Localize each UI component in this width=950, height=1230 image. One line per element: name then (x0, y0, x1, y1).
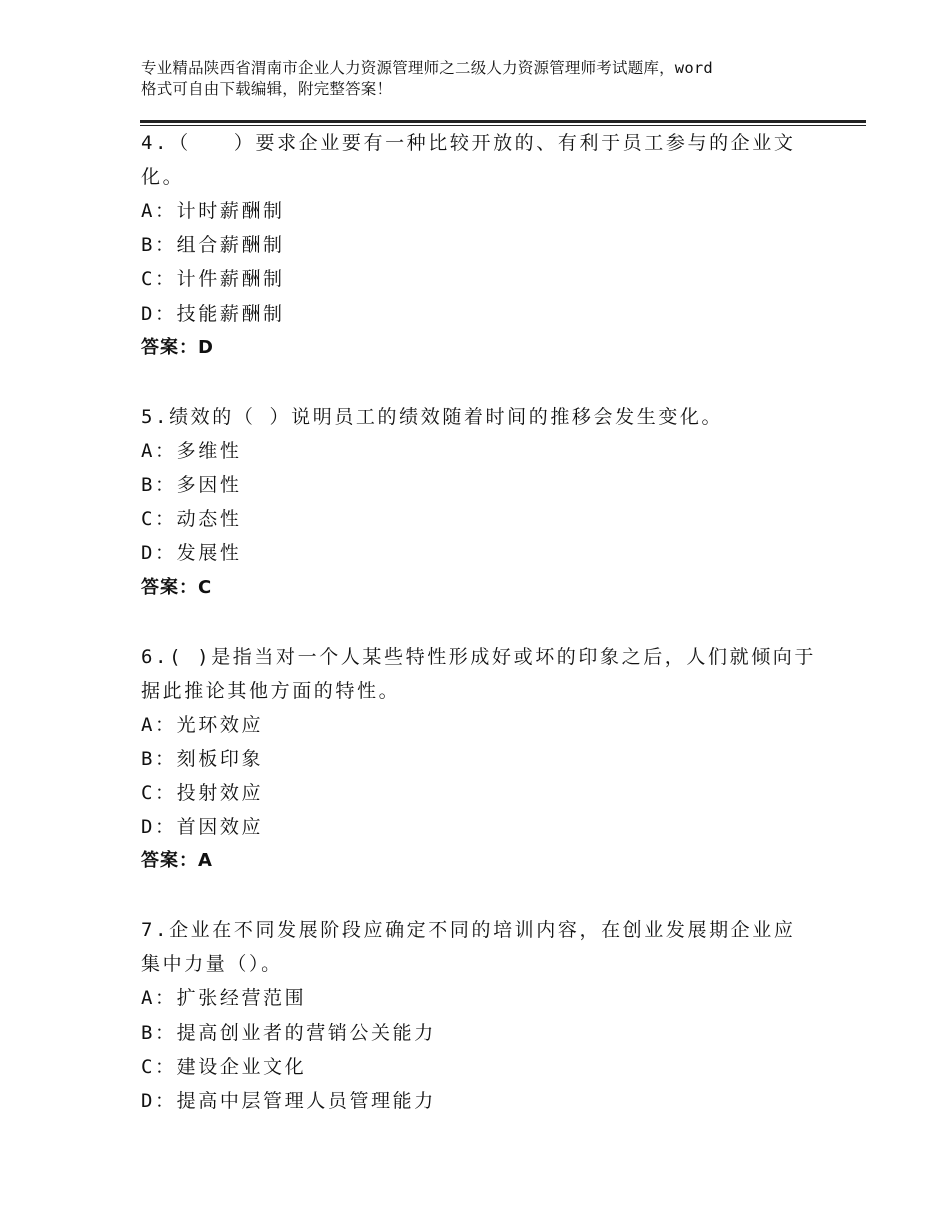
option-d: D：首因效应 (141, 816, 264, 839)
question-stem: 6.( )是指当对一个人某些特性形成好或坏的印象之后，人们就倾向于 (141, 645, 816, 668)
option-b: B：多因性 (141, 474, 242, 497)
option-a: A：多维性 (141, 439, 242, 462)
question-stem: 7.企业在不同发展阶段应确定不同的培训内容，在创业发展期企业应 (141, 919, 796, 942)
option-c: C：计件薪酬制 (141, 268, 285, 291)
option-a: A：计时薪酬制 (141, 200, 285, 222)
question-stem: 4.（ ）要求企业要有一种比较开放的、有利于员工参与的企业文 (141, 132, 796, 154)
option-b: B：提高创业者的营销公关能力 (141, 1021, 436, 1044)
option-c: C：建设企业文化 (141, 1055, 307, 1078)
option-b: B：组合薪酬制 (141, 234, 285, 257)
header-rule-thick (140, 120, 866, 123)
question-6 (141, 640, 821, 879)
option-b: B：刻板印象 (141, 747, 264, 770)
answer-line: 答案：D (141, 336, 214, 358)
option-c: C：投射效应 (141, 782, 264, 805)
option-d: D：提高中层管理人员管理能力 (141, 1090, 436, 1113)
option-c: C：动态性 (141, 508, 242, 531)
option-a: A：扩张经营范围 (141, 987, 307, 1010)
question-stem-cont: 据此推论其他方面的特性。 (141, 679, 401, 702)
document-header (141, 58, 831, 100)
option-d: D：发展性 (141, 542, 242, 565)
option-d: D：技能薪酬制 (141, 302, 285, 325)
question-4 (141, 126, 821, 365)
question-stem-cont: 化。 (141, 166, 185, 188)
question-list (141, 126, 821, 1118)
question-stem-cont: 集中力量（）。 (141, 953, 283, 976)
answer-line: 答案：C (141, 576, 213, 598)
question-7 (141, 913, 821, 1118)
answer-line: 答案：A (141, 850, 213, 872)
header-line-1: 专业精品陕西省渭南市企业人力资源管理师之二级人力资源管理师考试题库，word (141, 59, 713, 77)
header-line-2: 格式可自由下载编辑，附完整答案！ (141, 80, 393, 98)
question-stem: 5.绩效的（ ）说明员工的绩效随着时间的推移会发生变化。 (141, 405, 724, 428)
question-5 (141, 400, 821, 605)
option-a: A：光环效应 (141, 713, 264, 736)
